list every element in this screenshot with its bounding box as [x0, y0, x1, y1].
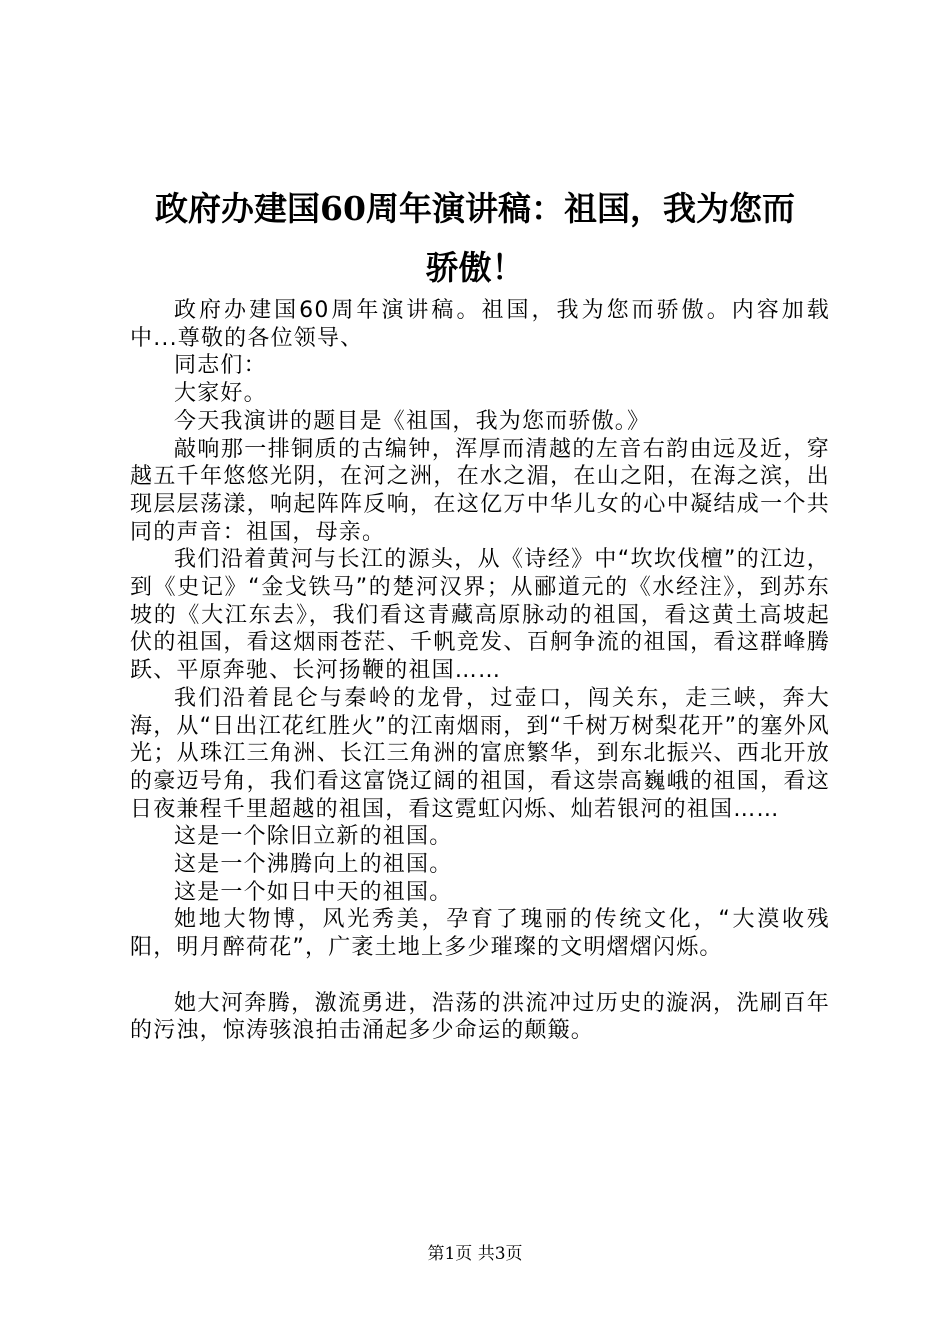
paragraph-renewal: 这是一个除旧立新的祖国。: [174, 824, 453, 850]
paragraph-mountains: 我们沿着昆仑与秦岭的龙骨，过壶口，闯关东，走三峡，奔大海，从“日出江花红胜火”的江南烟雨，到“千树万树梨花开”的塞外风光；从珠江三角洲、长江三角洲的富庶繁华，到东北振兴、西北开放的豪迈号角，我们看这富饶辽阔的祖国，看这崇高巍峨的祖国，看这日夜兼程千里超越的祖国，看这霓虹闪烁、灿若银河的祖国……: [130, 685, 830, 822]
paragraph-river-torrent: 她大河奔腾，激流勇进，浩荡的洪流冲过历史的漩涡，洗刷百年的污浊，惊涛骇浪拍击涌起多少命运的颠簸。: [130, 990, 830, 1044]
paragraph-salutation: 同志们：: [174, 353, 267, 379]
paragraph-zenith: 这是一个如日中天的祖国。: [174, 879, 453, 905]
document-title-line-1: 政府办建国60周年演讲稿：祖国，我为您而: [155, 189, 795, 228]
paragraph-intro: 政府办建国60周年演讲稿。祖国，我为您而骄傲。内容加载中...尊敬的各位领导、: [130, 298, 830, 351]
document-body: [130, 297, 830, 1045]
paragraph-rivers: 我们沿着黄河与长江的源头，从《诗经》中“坎坎伐檀”的江边，到《史记》“金戈铁马”的楚河汉界；从郦道元的《水经注》，到苏东坡的《大江东去》，我们看这青藏高原脉动的祖国，看这黄土高坡起伏的祖国，看这烟雨苍茫、千帆竞发、百舸争流的祖国，看这群峰腾跃、平原奔驰、长河扬鞭的祖国……: [130, 547, 830, 684]
paragraph-topic: 今天我演讲的题目是《祖国，我为您而骄傲。》: [174, 408, 651, 434]
document-title-line-2: 骄傲！: [425, 248, 525, 287]
paragraph-greeting: 大家好。: [174, 381, 267, 407]
paragraph-rising: 这是一个沸腾向上的祖国。: [174, 852, 453, 878]
page-footer: 第1页 共3页: [427, 1244, 523, 1264]
paragraph-bells: 敲响那一排铜质的古编钟，浑厚而清越的左音右韵由远及近，穿越五千年悠悠光阴，在河之洲，在水之湄，在山之阳，在海之滨，出现层层荡漾，响起阵阵反响，在这亿万中华儿女的心中凝结成一个共同的声音：祖国，母亲。: [130, 436, 830, 545]
paragraph-land: 她地大物博，风光秀美，孕育了瑰丽的传统文化，“大漠收残阳，明月醉荷花”，广袤土地上多少璀璨的文明熠熠闪烁。: [130, 907, 830, 961]
